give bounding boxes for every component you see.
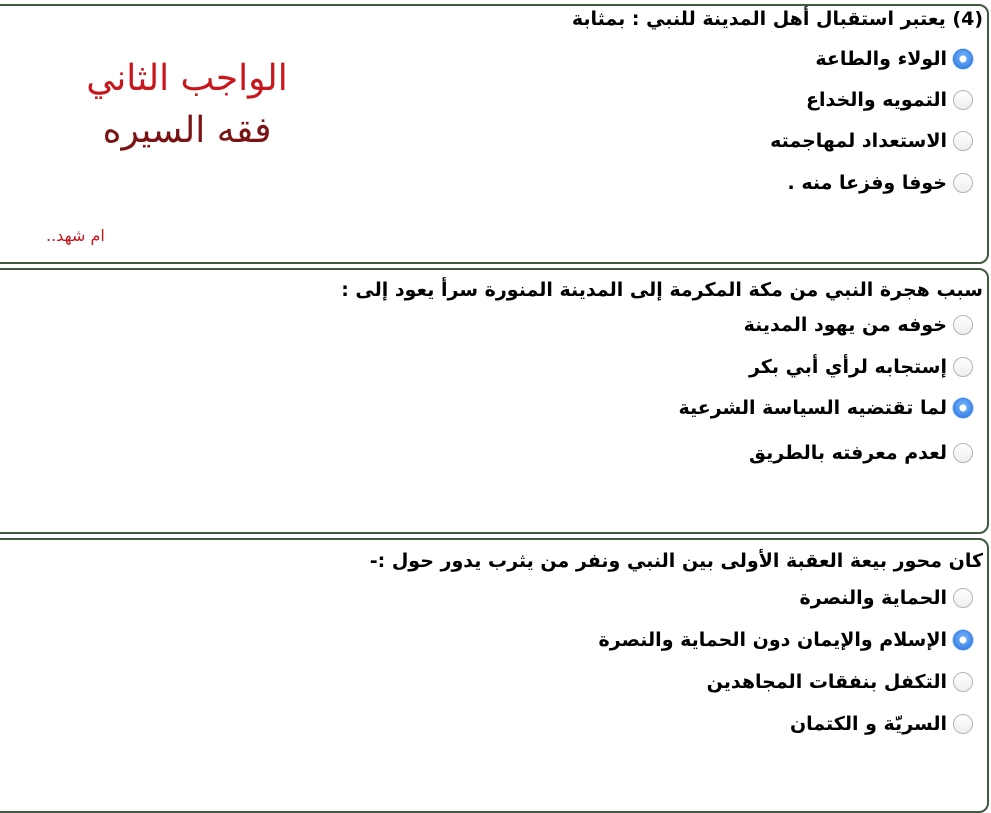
answer-option[interactable] (707, 671, 973, 693)
author-signature: ام شهد.. (46, 226, 105, 245)
radio-button[interactable] (953, 672, 973, 692)
answer-option[interactable] (749, 356, 973, 378)
radio-button[interactable] (953, 357, 973, 377)
answer-option[interactable] (770, 130, 973, 152)
answer-option[interactable] (744, 314, 973, 336)
radio-button-selected[interactable] (953, 49, 973, 69)
radio-button[interactable] (953, 714, 973, 734)
answer-label: السريّة و الكتمان (789, 713, 947, 735)
radio-button[interactable] (953, 90, 973, 110)
radio-button-selected[interactable] (953, 398, 973, 418)
question-text: (4) يعتبر استقبال أهل المدينة للنبي : بمثابة (571, 8, 983, 30)
radio-button[interactable] (953, 131, 973, 151)
question-card-2 (0, 268, 989, 534)
answer-option[interactable] (800, 587, 973, 609)
radio-button[interactable] (953, 173, 973, 193)
answer-label: لما تقتضيه السياسة الشرعية (678, 397, 947, 419)
radio-button[interactable] (953, 588, 973, 608)
answer-label: لعدم معرفته بالطريق (748, 442, 947, 464)
answer-label: خوفه من يهود المدينة (743, 314, 947, 336)
radio-button[interactable] (953, 443, 973, 463)
radio-button[interactable] (953, 315, 973, 335)
question-text: كان محور بيعة العقبة الأولى بين النبي ونفر من يثرب يدور حول :- (369, 550, 983, 572)
answer-label: التمويه والخداع (806, 89, 947, 111)
radio-button-selected[interactable] (953, 630, 973, 650)
answer-option[interactable] (790, 713, 973, 735)
answer-option[interactable] (678, 397, 973, 419)
answer-option[interactable] (788, 172, 973, 194)
answer-option[interactable] (749, 442, 973, 464)
question-card-1 (0, 4, 989, 264)
question-text: سبب هجرة النبي من مكة المكرمة إلى المدينة المنورة سرأ يعود إلى : (341, 279, 983, 301)
answer-option[interactable] (599, 629, 973, 651)
answer-label: الإسلام والإيمان دون الحماية والنصرة (598, 629, 947, 651)
answer-label: الولاء والطاعة (815, 48, 947, 70)
assignment-subtitle: فقه السيره (102, 110, 272, 151)
answer-label: الحماية والنصرة (799, 587, 947, 609)
answer-option[interactable] (806, 89, 973, 111)
assignment-title: الواجب الثاني (86, 58, 288, 99)
answer-option[interactable] (815, 48, 973, 70)
answer-label: التكفل بنفقات المجاهدين (706, 671, 947, 693)
question-card-3 (0, 538, 989, 813)
answer-label: الاستعداد لمهاجمته (770, 130, 947, 152)
answer-label: خوفا وفزعا منه . (787, 172, 947, 194)
answer-label: إستجابه لرأي أبي بكر (748, 356, 947, 378)
